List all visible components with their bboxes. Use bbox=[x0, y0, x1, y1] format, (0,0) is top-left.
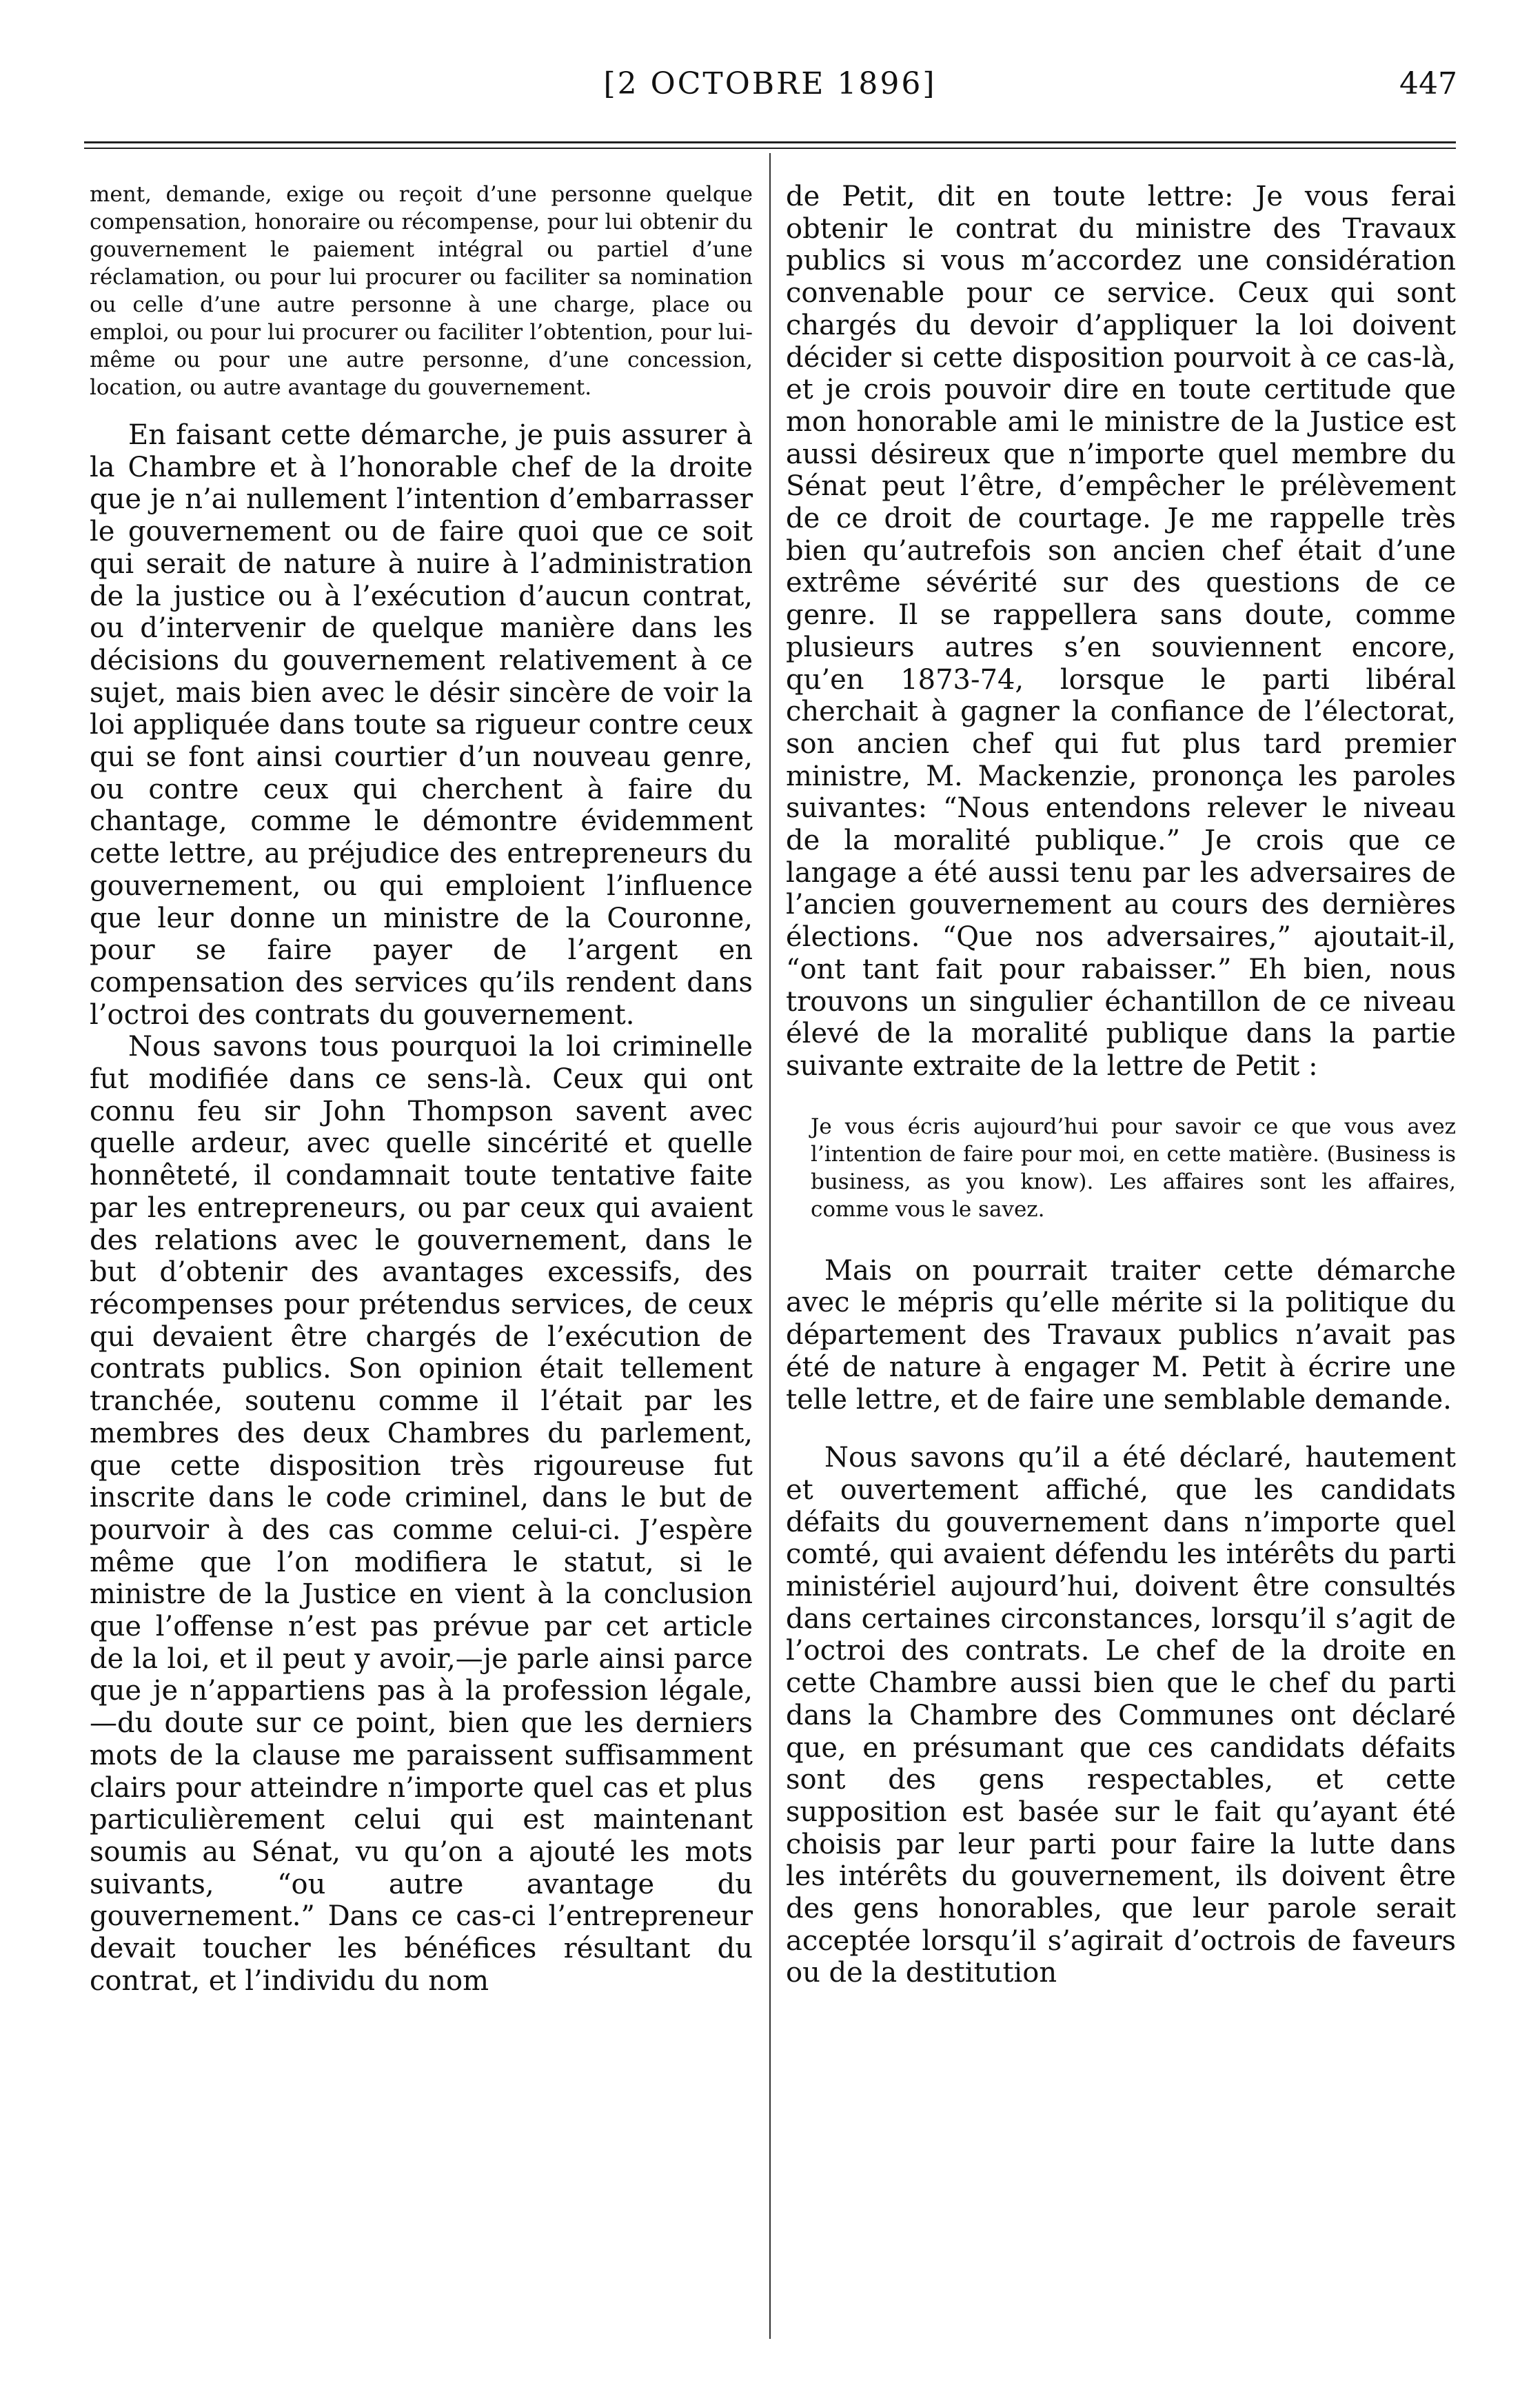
left-paragraph-2: Nous savons tous pourquoi la loi criminelle fut modifiée dans ce sens-là. Ceux qui ont connu feu sir John Thompson savent avec quelle ardeur, avec quelle sincérité et quelle honnêteté, il condamnait toute tentative faite par les entrepreneurs, ou par ceux qui avaient des relations avec le gouvernement, dans le but d’obtenir des avantages excessifs, des récompenses pour prétendus services, de ceux qui devaient être chargés de l’exécution de contrats publics. Son opinion était tellement tranchée, soutenu comme il l’était par les membres des deux Chambres du parlement, que cette disposition très rigoureuse fut inscrite dans le code criminel, dans le but de pourvoir à des cas comme celui-ci. J’espère même que l’on modifiera le statut, si le ministre de la Justice en vient à la conclusion que l’offense n’est pas prévue par cet article de la loi, et il peut y avoir,—je parle ainsi parce que je n’appartiens pas à la profession légale,—du doute sur ce point, bien que les derniers mots de la clause me paraissent suffisamment clairs pour atteindre n’importe quel cas et plus particulièrement celui qui est maintenant soumis au Sénat, vu qu’on a ajouté les mots suivants, “ou autre avantage du gouvernement.” Dans ce cas-ci l’entrepreneur devait toucher les bénéfices résultant du contrat, et l’individu du nom bbox=[90, 1031, 753, 1997]
header-rule-top bbox=[84, 141, 1456, 143]
right-paragraph-2: Mais on pourrait traiter cette démarche avec le mépris qu’elle mérite si la politique du département des Travaux publics n’avait pas été de nature à engager M. Petit à écrire une telle lettre, et de faire une semblable demande. bbox=[786, 1254, 1456, 1416]
page-header bbox=[83, 66, 1457, 114]
header-rule-bottom bbox=[84, 148, 1456, 149]
header-date: [2 OCTOBRE 1896] bbox=[603, 66, 937, 101]
right-paragraph-3: Nous savons qu’il a été déclaré, hautement et ouvertement affiché, que les candidats défaits du gouvernement dans n’importe quel comté, qui avaient défendu les intérêts du parti ministériel aujourd’hui, doivent être consultés dans certaines circonstances, lorsqu’il s’agit de l’octroi des contrats. Le chef de la droite en cette Chambre aussi bien que le chef du parti dans la Chambre des Communes ont déclaré que, en présumant que ces candidats défaits sont des gens respectables, et cette supposition est basée sur le fait qu’ayant été choisis par leur parti pour faire la lutte dans les intérêts du gouvernement, ils doivent être des gens honorables, que leur parole serait acceptée lorsqu’il s’agirait d’octrois de faveurs ou de la destitution bbox=[786, 1442, 1456, 1989]
letter-quote: Je vous écris aujourd’hui pour savoir ce que vous avez l’intention de faire pour moi, en cette matière. (Business is business, as you know). Les affaires sont les affaires, comme vous le savez. bbox=[811, 1114, 1456, 1222]
right-paragraph-1: de Petit, dit en toute lettre: Je vous ferai obtenir le contrat du ministre des Travaux publics si vous m’accordez une considération convenable pour ce service. Ceux qui sont chargés du devoir d’appliquer la loi doivent décider si cette disposition pourvoit à ce cas-là, et je crois pouvoir dire en toute certitude que mon honorable ami le ministre de la Justice est aussi désireux que n’importe quel membre du Sénat peut l’être, d’empêcher le prélèvement de ce droit de courtage. Je me rappelle très bien qu’autrefois son ancien chef était d’une extrême sévérité sur des questions de ce genre. Il se rappellera sans doute, comme plusieurs autres s’en souviennent encore, qu’en 1873-74, lorsque le parti libéral cherchait à gagner la confiance de l’électorat, son ancien chef qui fut plus tard premier ministre, M. Mackenzie, prononça les paroles suivantes: “Nous entendons relever le niveau de la moralité publique.” Je crois que ce langage a été aussi tenu par les adversaires de l’ancien gouvernement au cours des dernières élections. “Que nos adversaires,” ajoutait-il, “ont tant fait pour rabaisser.” Eh bien, nous trouvons un singulier échantillon de ce niveau élevé de la moralité publique dans la partie suivante extraite de la lettre de Petit : bbox=[786, 181, 1456, 1082]
right-column bbox=[786, 181, 1456, 1989]
left-paragraph-1: En faisant cette démarche, je puis assurer à la Chambre et à l’honorable chef de la droite que je n’ai nullement l’intention d’embarrasser le gouvernement ou de faire quoi que ce soit qui serait de nature à nuire à l’administration de la justice ou à l’exécution d’aucun contrat, ou d’intervenir de quelque manière dans les décisions du gouvernement relativement à ce sujet, mais bien avec le désir sincère de voir la loi appliquée dans toute sa rigueur contre ceux qui se font ainsi courtier d’un nouveau genre, ou contre ceux qui cherchent à faire du chantage, comme le démontre évidemment cette lettre, au préjudice des entrepreneurs du gouvernement, ou qui emploient l’influence que leur donne un ministre de la Couronne, pour se faire payer de l’argent en compensation des services qu’ils rendent dans l’octroi des contrats du gouvernement. bbox=[90, 419, 753, 1031]
left-column bbox=[90, 181, 753, 1997]
column-divider bbox=[769, 153, 771, 2339]
quote-continuation: ment, demande, exige ou reçoit d’une personne quelque compensation, honoraire ou récompense, pour lui obtenir du gouvernement le paiement intégral ou partiel d’une réclamation, ou pour lui procurer ou faciliter sa nomination ou celle d’une autre personne à une charge, place ou emploi, ou pour lui procurer ou faciliter l’obtention, pour lui-même ou pour une autre personne, d’une concession, location, ou autre avantage du gouvernement. bbox=[90, 182, 753, 400]
page-number: 447 bbox=[1399, 66, 1457, 101]
